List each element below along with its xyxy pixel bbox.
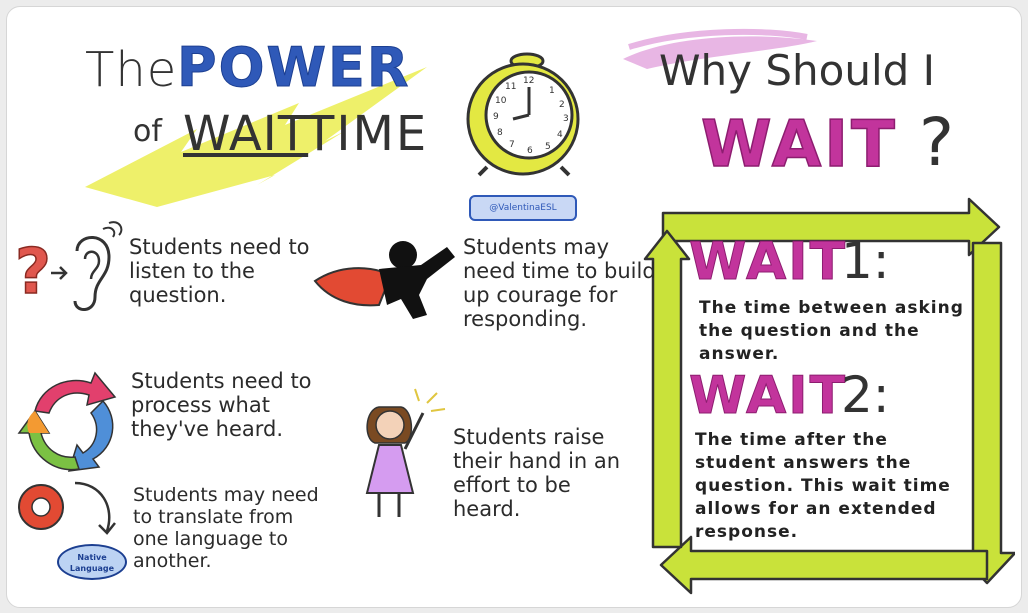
svg-text:1: 1 <box>549 86 555 96</box>
title-wait <box>183 107 308 162</box>
item-raise-hand: Students raise their hand in an effort to be heard. <box>453 425 621 522</box>
title-the: The <box>85 42 178 98</box>
title-time: TIME <box>305 106 429 162</box>
translate-icon <box>15 477 135 547</box>
native-language-badge <box>57 544 127 580</box>
svg-text:7: 7 <box>509 140 515 150</box>
svg-text:3: 3 <box>563 114 569 124</box>
badge-line2: Language <box>69 564 115 573</box>
wait2-label: WAIT <box>689 366 848 426</box>
svg-text:8: 8 <box>497 128 503 138</box>
author-handle: @ValentinaESL <box>469 195 577 221</box>
cycle-arrows-icon <box>15 367 125 477</box>
alarm-clock-icon <box>457 49 587 179</box>
why-question-mark: ? <box>919 104 955 181</box>
why-heading: Why Should I <box>659 46 936 95</box>
item-listen: Students need to listen to the question. <box>129 235 310 308</box>
infographic-card <box>6 6 1022 608</box>
badge-line1: Native <box>77 553 107 562</box>
title-wait-text: WAIT <box>183 106 309 162</box>
item-process: Students need to process what they've heard. <box>131 369 312 442</box>
svg-text:6: 6 <box>527 146 533 156</box>
item-translate: Students may need to translate from one language to another. <box>133 484 319 572</box>
title-power: POWER <box>177 36 411 99</box>
svg-text:9: 9 <box>493 112 499 122</box>
svg-text:?: ? <box>15 235 51 308</box>
title-of: of <box>133 114 162 149</box>
frame-arrow-bottom <box>661 537 987 593</box>
wait1-number: 1: <box>841 232 890 290</box>
wait2-description: The time after the student answers the question. This wait time allows for an extended response. <box>695 430 951 542</box>
ear-question-icon <box>13 221 123 321</box>
wait2-number: 2: <box>841 366 890 424</box>
wait1-description: The time between asking the question and the answer. <box>699 298 964 364</box>
wait1-label: WAIT <box>689 232 848 292</box>
item-courage: Students may need time to build up courage for responding. <box>463 235 656 332</box>
svg-text:12: 12 <box>523 76 535 86</box>
why-wait: WAIT <box>701 108 898 182</box>
svg-text:4: 4 <box>557 130 563 140</box>
svg-text:11: 11 <box>505 82 517 92</box>
svg-text:2: 2 <box>559 100 565 110</box>
svg-text:5: 5 <box>545 142 551 152</box>
svg-text:10: 10 <box>495 96 507 106</box>
superhero-icon <box>309 235 459 325</box>
girl-raising-hand-icon <box>357 387 447 527</box>
